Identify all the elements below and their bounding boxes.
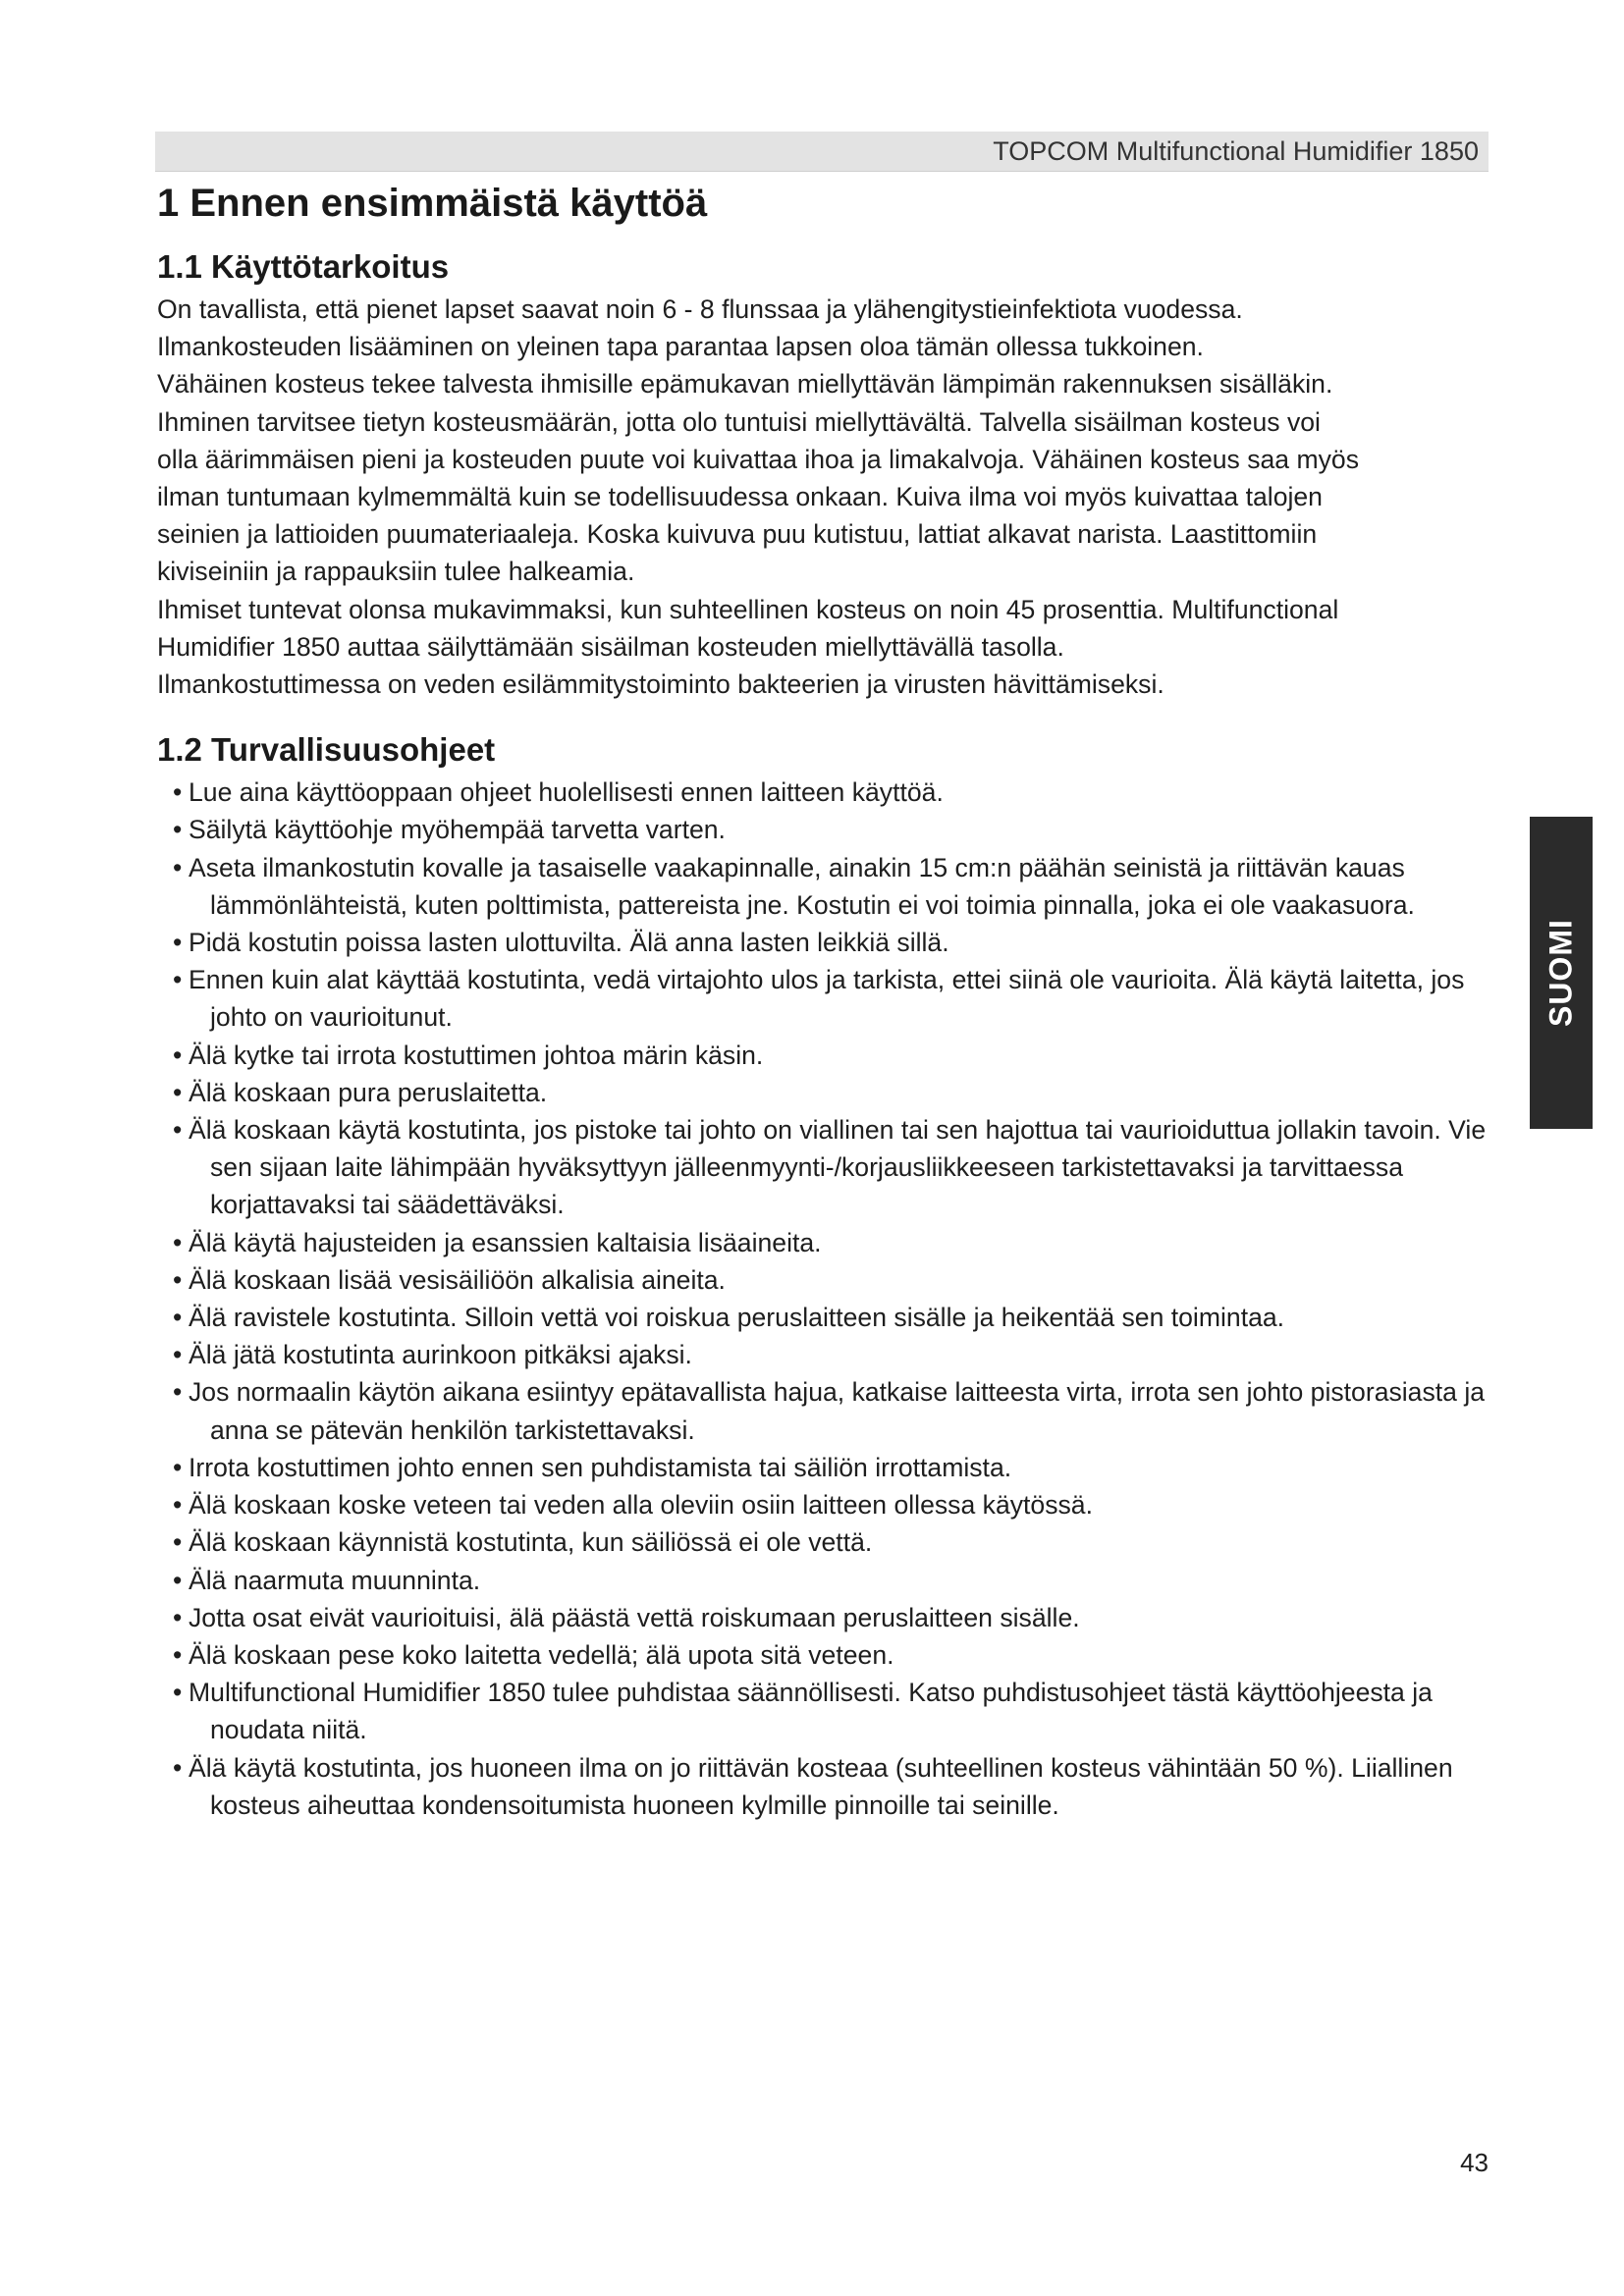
bullet-icon: • [173,777,183,808]
bullet-icon: • [173,1565,183,1595]
paragraph-line: On tavallista, että pienet lapset saavat noin 6 - 8 flunssaa ja ylähengitystieinfektiota vuodessa. [157,294,1243,324]
list-item-text: Aseta ilmankostutin kovalle ja tasaiselle vaakapinnalle, ainakin 15 cm:n päähän seinistä ja riittävän kauas lämmönlähteistä, kuten polttimista, pattereista jne. Kostutin ei voi toimia pinnalla, joka ei ole vaakasuora. [189,852,1415,920]
list-item-text: Multifunctional Humidifier 1850 tulee puhdistaa säännöllisesti. Katso puhdistusohjeet tästä käyttöohjeesta ja noudata niitä. [189,1678,1433,1745]
intended-use-text [157,291,1492,703]
list-item-text: Ennen kuin alat käyttää kostutinta, vedä virtajohto ulos ja tarkista, ettei siinä ole vaurioita. Älä käytä laitetta, jos johto on vaurioitunut. [189,965,1465,1033]
language-tab [1530,817,1593,1129]
list-item [157,849,1492,924]
list-item [157,1111,1492,1224]
paragraph-line: Ilmankosteuden lisääminen on yleinen tapa parantaa lapsen oloa tämän ollessa tukkoinen. [157,332,1204,362]
chapter-title: 1 Ennen ensimmäistä käyttöä [157,182,708,225]
paragraph-line: olla äärimmäisen pieni ja kosteuden puute voi kuivattaa ihoa ja limakalvoja. Vähäinen kosteus saa myös [157,444,1360,474]
list-item [157,924,1492,961]
list-item [157,1674,1492,1748]
list-item [157,1562,1492,1599]
list-item [157,1224,1492,1261]
bullet-icon: • [173,1527,183,1558]
bullet-icon: • [173,1227,183,1257]
list-item [157,1449,1492,1486]
paragraph-line: kiviseiniin ja rappauksiin tulee halkeamia. [157,557,635,587]
bullet-icon: • [173,1115,183,1146]
bullet-icon: • [173,1678,183,1708]
list-item-text: Jos normaalin käytön aikana esiintyy epätavallista hajua, katkaise laitteesta virta, irrota sen johto pistorasiasta ja anna se pätevän henkilön tarkistettavaksi. [189,1377,1486,1445]
list-item [157,1299,1492,1336]
bullet-icon: • [173,1490,183,1521]
list-item [157,1074,1492,1111]
page-number: 43 [1460,2148,1489,2177]
list-item [157,1599,1492,1636]
paragraph-line: ilman tuntumaan kylmemmältä kuin se todellisuudessa onkaan. Kuiva ilma voi myös kuivattaa talojen [157,482,1323,512]
list-item-text: Älä koskaan lisää vesisäiliöön alkalisia aineita. [189,1264,726,1295]
list-item [157,1636,1492,1674]
list-item-text: Älä ravistele kostutinta. Silloin vettä voi roiskua peruslaitteen sisälle ja heikentää sen toimintaa. [189,1303,1285,1333]
list-item-text: Älä koskaan käytä kostutinta, jos pistoke tai johto on viallinen tai sen hajottua tai vaurioiduttua jollakin tavoin. Vie sen sijaan laite lähimpään hyväksyttyyn jälleenmyynti-/korjausliikkeeseen tarkistettavaksi ja tarvittaessa korjattavaksi tai säädettäväksi. [189,1115,1487,1220]
safety-list [157,774,1492,1824]
list-item-text: Älä naarmuta muunninta. [189,1565,481,1595]
list-item [157,1486,1492,1523]
section-title-safety: 1.2 Turvallisuusohjeet [157,731,496,769]
list-item [157,1261,1492,1299]
paragraph-line: Vähäinen kosteus tekee talvesta ihmisille epämukavan miellyttävän lämpimän rakennuksen sisälläkin. [157,369,1333,400]
list-item-text: Älä käytä kostutinta, jos huoneen ilma on jo riittävän kosteaa (suhteellinen kosteus vähintään 50 %). Liiallinen kosteus aiheuttaa kondensoitumista huoneen kylmille pinnoille tai seinille. [189,1752,1453,1820]
list-item-text: Lue aina käyttöoppaan ohjeet huolellisesti ennen laitteen käyttöä. [189,777,944,808]
list-item [157,1373,1492,1448]
list-item [157,1749,1492,1824]
section-safety-instructions [157,730,1492,1824]
page-content [157,181,1492,1824]
list-item [157,1037,1492,1074]
list-item-text: Säilytä käyttöohje myöhempää tarvetta varten. [189,815,726,845]
section-intended-use [157,247,1492,703]
list-item [157,1523,1492,1561]
bullet-icon: • [173,815,183,845]
list-item [157,961,1492,1036]
list-item-text: Älä kytke tai irrota kostuttimen johtoa märin käsin. [189,1040,764,1070]
bullet-icon: • [173,1377,183,1408]
list-item-text: Älä koskaan koske veteen tai veden alla oleviin osiin laitteen ollessa käytössä. [189,1490,1093,1521]
list-item-text: Älä koskaan käynnistä kostutinta, kun säiliössä ei ole vettä. [189,1527,873,1558]
list-item-text: Älä jätä kostutinta aurinkoon pitkäksi ajaksi. [189,1340,692,1370]
list-item [157,811,1492,848]
bullet-icon: • [173,1602,183,1632]
list-item-text: Älä koskaan pura peruslaitetta. [189,1077,548,1107]
running-header [155,132,1489,172]
paragraph-line: seinien ja lattioiden puumateriaaleja. Koska kuivuva puu kutistuu, lattiat alkavat narista. Laastittomiin [157,519,1318,550]
bullet-icon: • [173,1077,183,1107]
paragraph-line: Ilmankostuttimessa on veden esilämmitystoiminto bakteerien ja virusten hävittämiseksi. [157,669,1164,700]
bullet-icon: • [173,928,183,958]
list-item-text: Älä koskaan pese koko laitetta vedellä; älä upota sitä veteen. [189,1639,894,1670]
bullet-icon: • [173,1452,183,1482]
bullet-icon: • [173,1040,183,1070]
paragraph-line: Ihminen tarvitsee tietyn kosteusmäärän, jotta olo tuntuisi miellyttävältä. Talvella sisäilman kosteus voi [157,406,1321,437]
language-tab-label: SUOMI [1543,919,1579,1027]
list-item [157,1336,1492,1373]
bullet-icon: • [173,1639,183,1670]
list-item-text: Irrota kostuttimen johto ennen sen puhdistamista tai säiliön irrottamista. [189,1452,1012,1482]
bullet-icon: • [173,1303,183,1333]
header-title: TOPCOM Multifunctional Humidifier 1850 [993,136,1479,166]
bullet-icon: • [173,1264,183,1295]
paragraph-line: Humidifier 1850 auttaa säilyttämään sisäilman kosteuden miellyttävällä tasolla. [157,631,1064,662]
list-item [157,774,1492,811]
section-title-intended-use: 1.1 Käyttötarkoitus [157,248,450,285]
paragraph-line: Ihmiset tuntevat olonsa mukavimmaksi, kun suhteellinen kosteus on noin 45 prosenttia. Multifunctional [157,594,1339,624]
list-item-text: Jotta osat eivät vaurioituisi, älä päästä vettä roiskumaan peruslaitteen sisälle. [189,1602,1080,1632]
bullet-icon: • [173,1752,183,1783]
bullet-icon: • [173,1340,183,1370]
bullet-icon: • [173,852,183,882]
list-item-text: Älä käytä hajusteiden ja esanssien kaltaisia lisäaineita. [189,1227,822,1257]
bullet-icon: • [173,965,183,995]
list-item-text: Pidä kostutin poissa lasten ulottuvilta. Älä anna lasten leikkiä sillä. [189,928,949,958]
